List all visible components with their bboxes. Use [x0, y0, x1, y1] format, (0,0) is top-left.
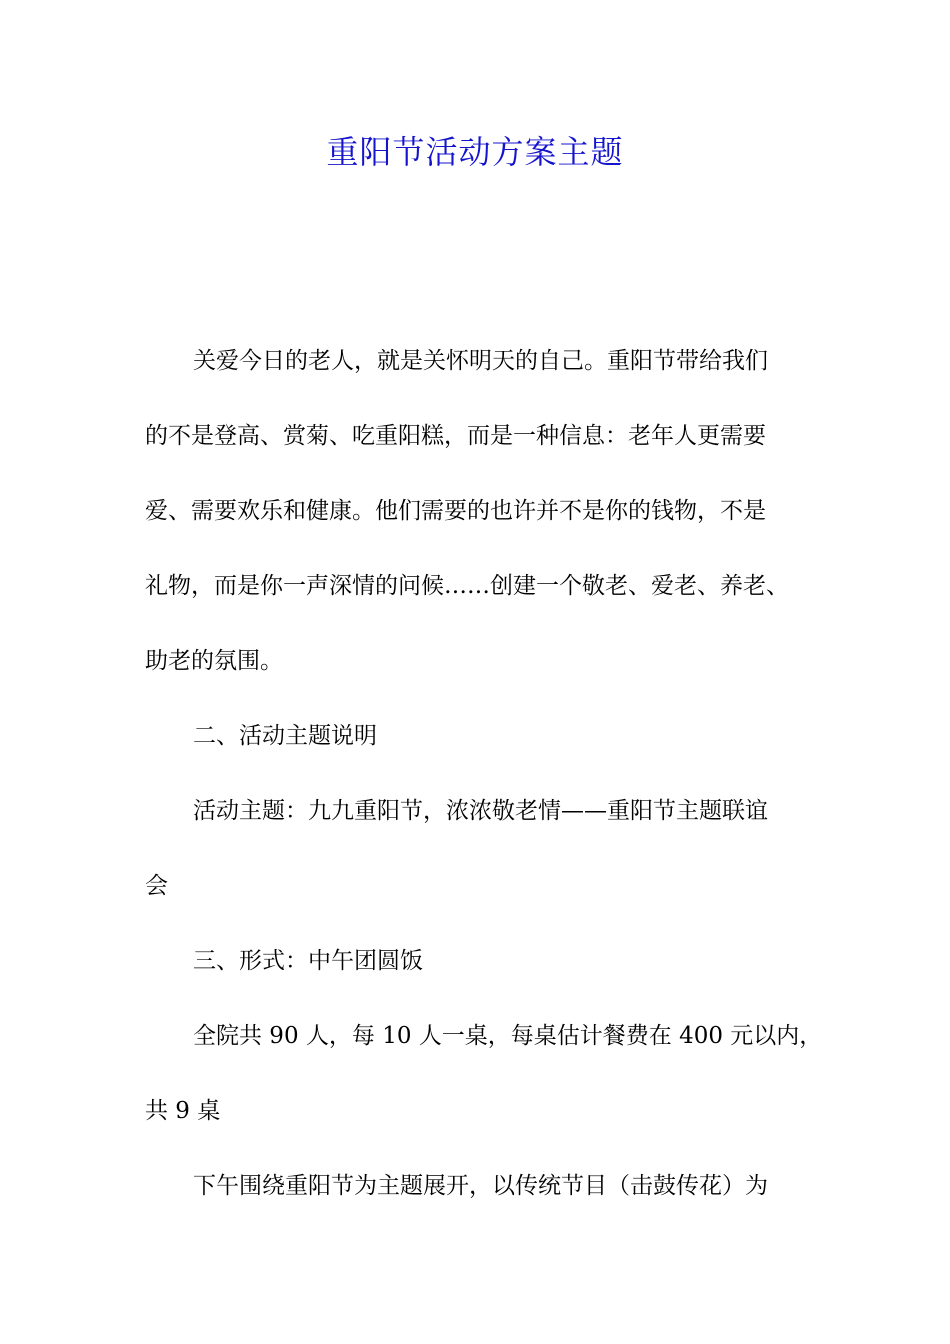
body-line-3: 爱、需要欢乐和健康。他们需要的也许并不是你的钱物，不是 — [145, 498, 766, 524]
section-heading-theme: 二、活动主题说明 — [193, 723, 377, 749]
body-line-2: 的不是登高、赏菊、吃重阳糕，而是一种信息：老年人更需要 — [145, 423, 766, 449]
body-line-12: 下午围绕重阳节为主题展开，以传统节目（击鼓传花）为 — [193, 1173, 768, 1199]
document-title: 重阳节活动方案主题 — [326, 133, 624, 171]
body-line-5: 助老的氛围。 — [145, 648, 283, 674]
body-line-4: 礼物，而是你一声深情的问候……创建一个敬老、爱老、养老、 — [145, 573, 789, 599]
body-line-1: 关爱今日的老人，就是关怀明天的自己。重阳节带给我们 — [193, 348, 768, 374]
body-line-8: 会 — [145, 873, 168, 899]
document-body — [145, 336, 825, 1236]
body-line-11: 共 9 桌 — [145, 1098, 221, 1124]
section-heading-format: 三、形式：中午团圆饭 — [193, 948, 423, 974]
body-line-7: 活动主题：九九重阳节，浓浓敬老情——重阳节主题联谊 — [193, 798, 768, 824]
body-line-10: 全院共 90 人，每 10 人一桌，每桌估计餐费在 400 元以内， — [193, 1023, 823, 1049]
